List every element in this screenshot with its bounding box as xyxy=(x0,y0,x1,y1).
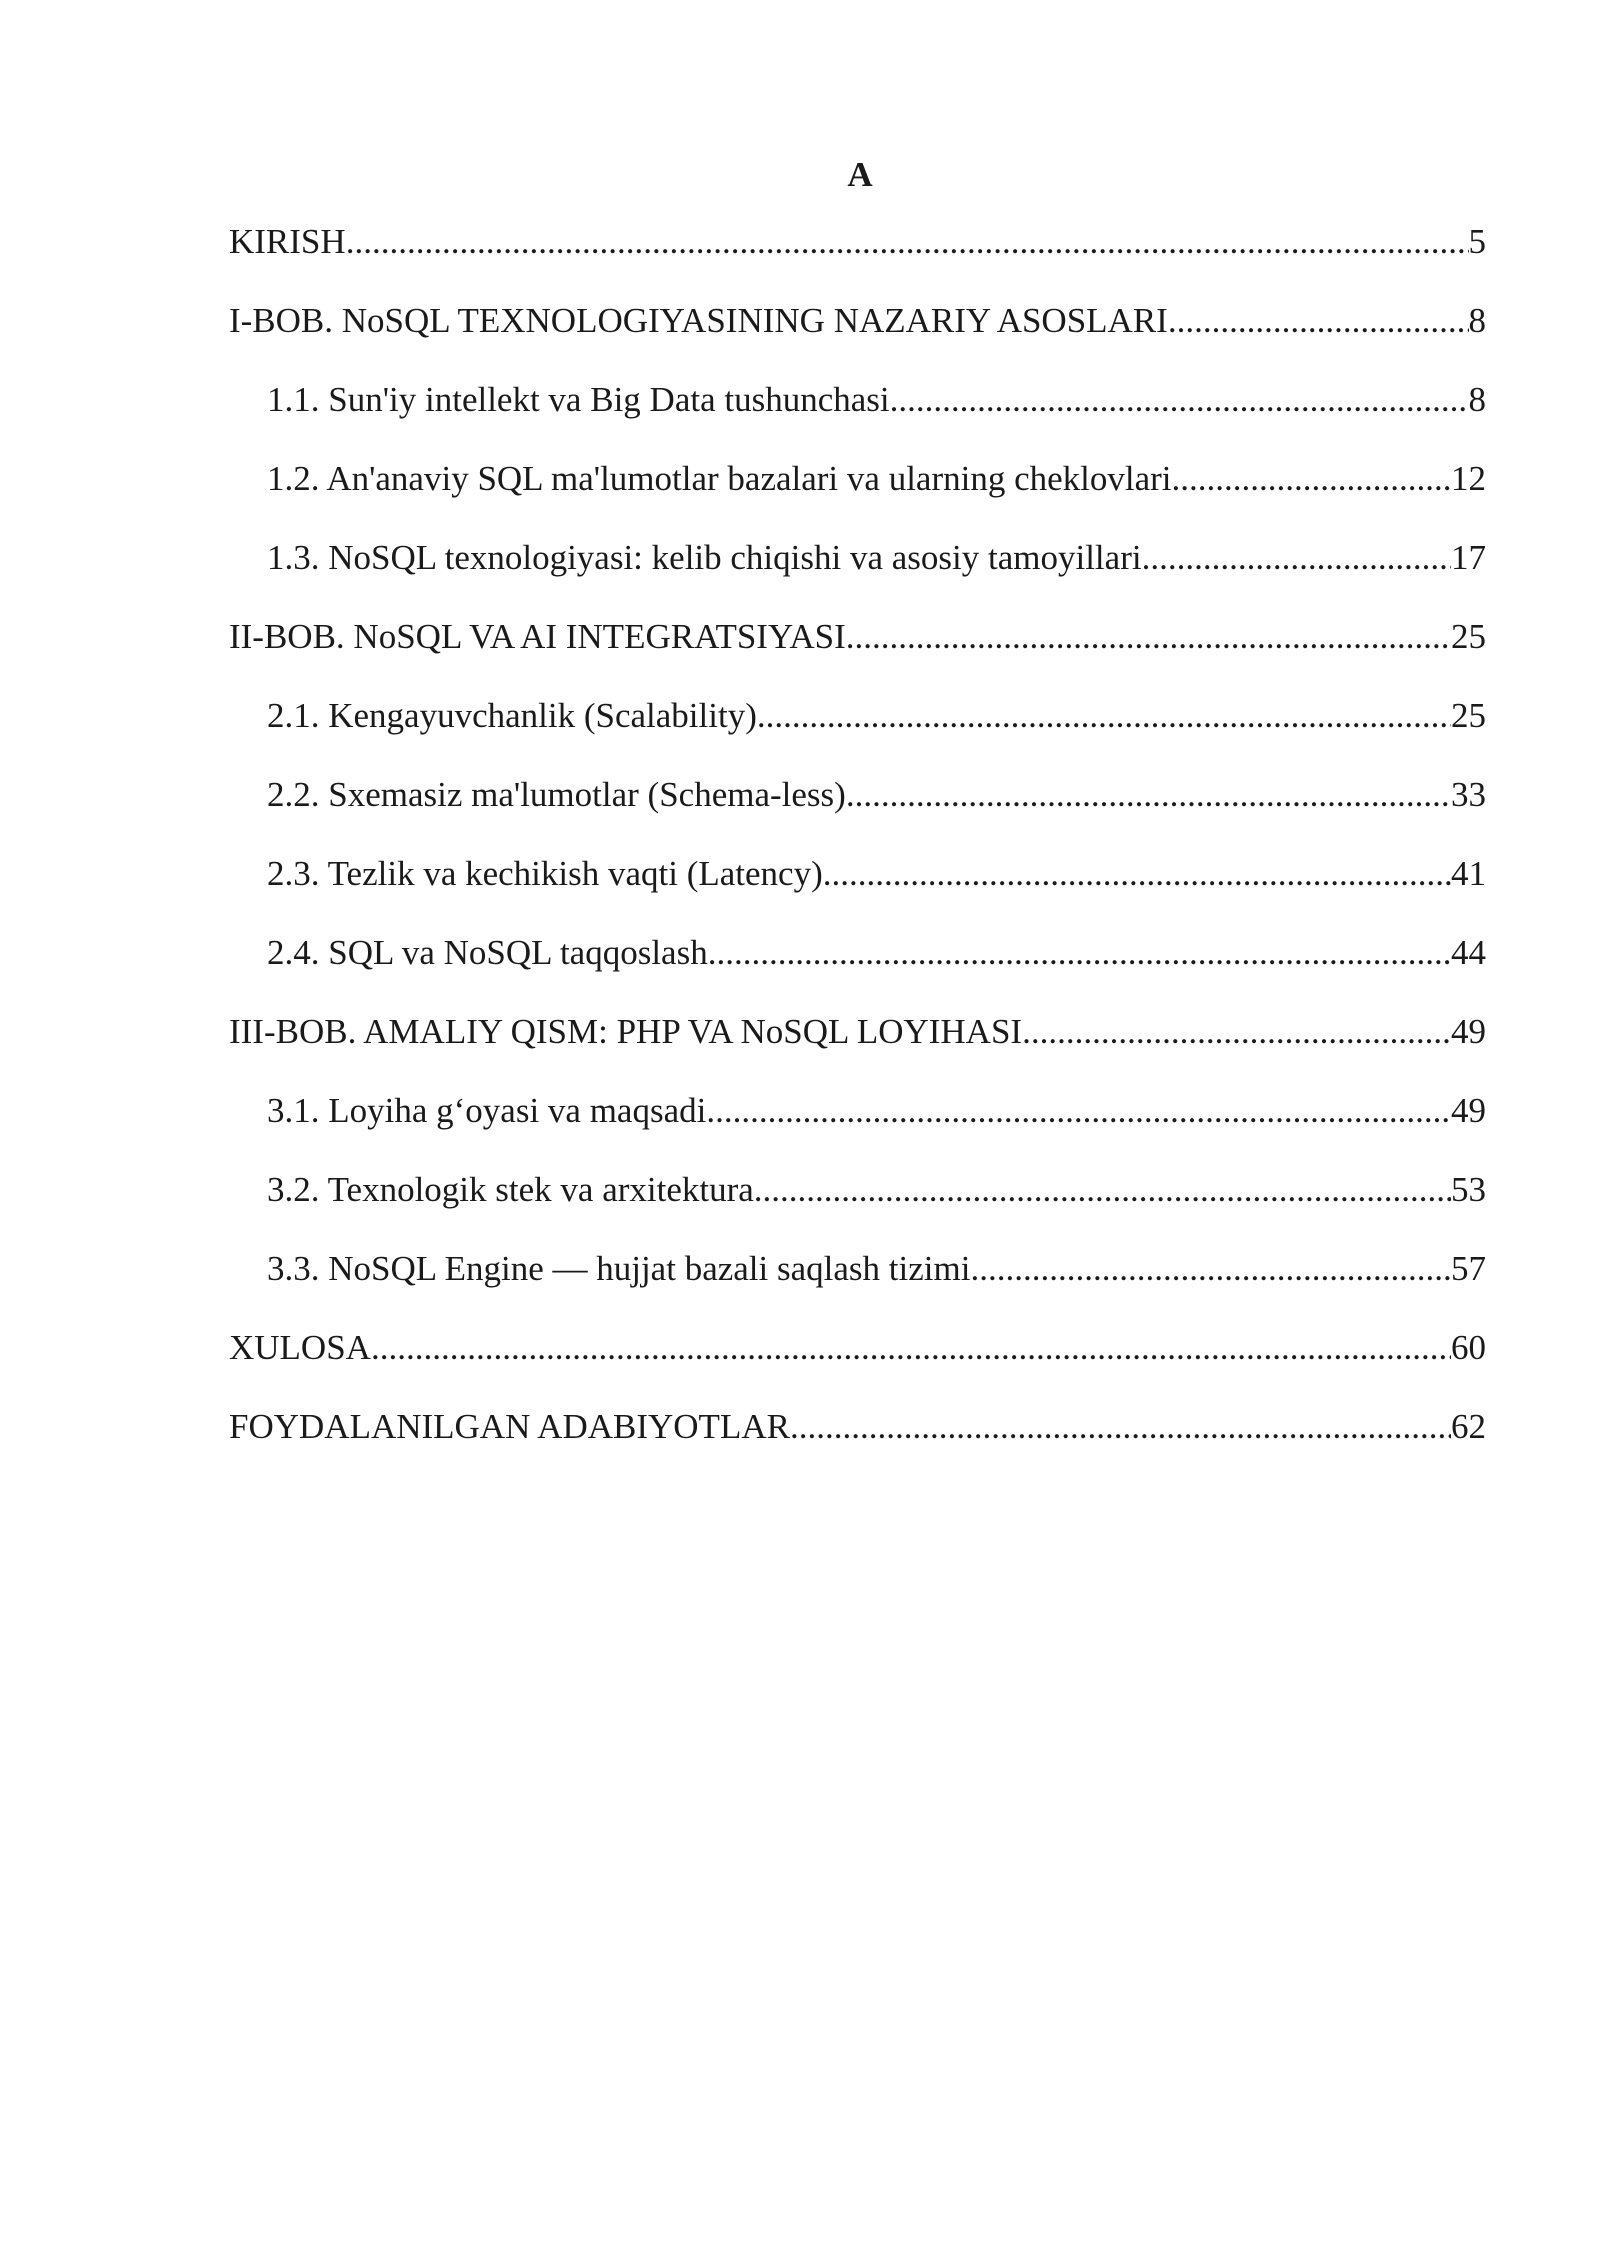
table-of-contents xyxy=(229,212,1486,1476)
toc-dot-leader xyxy=(708,923,1451,983)
toc-dot-leader xyxy=(1172,449,1451,509)
toc-dot-leader xyxy=(846,607,1451,667)
toc-subentry[interactable] xyxy=(229,686,1486,765)
toc-entry-text: 1.2. An'anaviy SQL ma'lumotlar bazalari va ularning cheklovlari xyxy=(267,459,1172,498)
toc-page-number: 49 xyxy=(1451,1012,1486,1051)
toc-subentry[interactable] xyxy=(229,1081,1486,1160)
toc-entry[interactable] xyxy=(229,1318,1486,1397)
toc-entry-text: 3.1. Loyiha g‘oyasi va maqsadi xyxy=(267,1091,707,1130)
toc-entry-text: II-BOB. NoSQL VA AI INTEGRATSIYASI xyxy=(229,617,846,656)
toc-page-number: 8 xyxy=(1468,380,1486,419)
toc-dot-leader xyxy=(706,1081,1451,1141)
toc-dot-leader xyxy=(790,1397,1451,1457)
toc-page-number: 5 xyxy=(1468,222,1486,261)
toc-entry-text: 1.1. Sun'iy intellekt va Big Data tushunchasi xyxy=(267,380,890,419)
toc-entry[interactable] xyxy=(229,291,1486,370)
toc-entry-text: III-BOB. AMALIY QISM: PHP VA NoSQL LOYIHASI xyxy=(229,1012,1023,1051)
toc-dot-leader xyxy=(1142,528,1451,588)
toc-dot-leader xyxy=(823,844,1451,904)
toc-dot-leader xyxy=(1022,1002,1451,1062)
toc-page-number: 12 xyxy=(1451,459,1486,498)
toc-dot-leader xyxy=(757,686,1451,746)
toc-dot-leader xyxy=(346,212,1469,272)
toc-page-number: 60 xyxy=(1451,1328,1486,1367)
toc-dot-leader xyxy=(890,370,1469,430)
toc-entry[interactable] xyxy=(229,1397,1486,1476)
toc-page-number: 25 xyxy=(1451,696,1486,735)
toc-entry-text: 2.2. Sxemasiz ma'lumotlar (Schema-less) xyxy=(267,775,846,814)
toc-subentry[interactable] xyxy=(229,844,1486,923)
toc-entry-text: 2.4. SQL va NoSQL taqqoslash xyxy=(267,933,708,972)
toc-dot-leader xyxy=(846,765,1451,825)
toc-subentry[interactable] xyxy=(229,923,1486,1002)
toc-entry[interactable] xyxy=(229,607,1486,686)
toc-entry-text: FOYDALANILGAN ADABIYOTLAR xyxy=(229,1407,790,1446)
toc-dot-leader xyxy=(970,1239,1451,1299)
toc-page-number: 8 xyxy=(1468,301,1486,340)
toc-title: A xyxy=(847,155,873,194)
toc-page-number: 53 xyxy=(1451,1170,1486,1209)
toc-entry[interactable] xyxy=(229,212,1486,291)
toc-entry-text: 1.3. NoSQL texnologiyasi: kelib chiqishi va asosiy tamoyillari xyxy=(267,538,1142,577)
toc-page-number: 25 xyxy=(1451,617,1486,656)
toc-dot-leader xyxy=(754,1160,1451,1220)
toc-page-number: 49 xyxy=(1451,1091,1486,1130)
toc-subentry[interactable] xyxy=(229,1239,1486,1318)
toc-entry-text: 2.3. Tezlik va kechikish vaqti (Latency) xyxy=(267,854,823,893)
toc-page-number: 57 xyxy=(1451,1249,1486,1288)
toc-page-number: 41 xyxy=(1451,854,1486,893)
toc-subentry[interactable] xyxy=(229,765,1486,844)
toc-entry-text: I-BOB. NoSQL TEXNOLOGIYASINING NAZARIY ASOSLARI xyxy=(229,301,1168,340)
toc-subentry[interactable] xyxy=(229,528,1486,607)
toc-entry-text: 2.1. Kengayuvchanlik (Scalability) xyxy=(267,696,757,735)
toc-subentry[interactable] xyxy=(229,1160,1486,1239)
toc-entry-text: KIRISH xyxy=(229,222,346,261)
toc-page-number: 17 xyxy=(1451,538,1486,577)
toc-dot-leader xyxy=(1168,291,1469,351)
toc-page-number: 44 xyxy=(1451,933,1486,972)
toc-page-number: 33 xyxy=(1451,775,1486,814)
toc-subentry[interactable] xyxy=(229,370,1486,449)
toc-entry-text: 3.3. NoSQL Engine — hujjat bazali saqlash tizimi xyxy=(267,1249,971,1288)
toc-entry-text: XULOSA xyxy=(229,1328,371,1367)
toc-entry[interactable] xyxy=(229,1002,1486,1081)
toc-page-number: 62 xyxy=(1451,1407,1486,1446)
toc-dot-leader xyxy=(371,1318,1451,1378)
toc-entry-text: 3.2. Texnologik stek va arxitektura xyxy=(267,1170,754,1209)
toc-subentry[interactable] xyxy=(229,449,1486,528)
